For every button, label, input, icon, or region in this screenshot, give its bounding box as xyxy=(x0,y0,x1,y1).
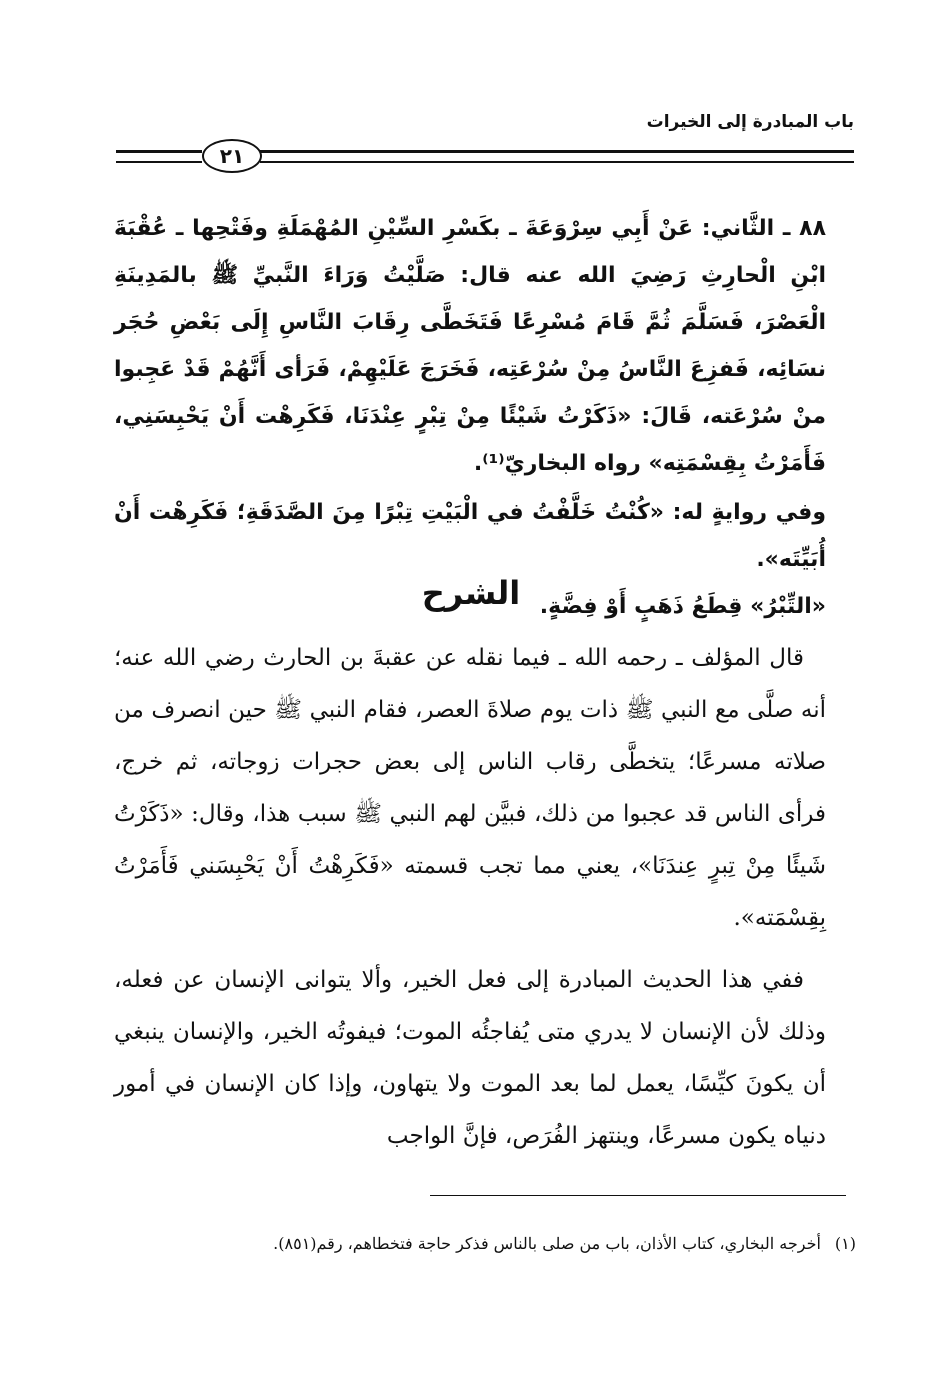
section-heading-sharh: الشرح xyxy=(421,574,521,612)
commentary-paragraph: قال المؤلف ـ رحمه الله ـ فيما نقله عن عقبةَ بن الحارث رضي الله عنه؛ أنه صلَّى مع النبي ﷺ ذات يوم صلاةَ العصر، فقام النبي ﷺ حين انصرف من صلاته مسرعًا؛ يتخطَّى رقاب الناس إلى بعض حجرات زوجاته، ثم خرج، فرأى الناس قد عجبوا من ذلك، فبيَّن لهم النبي ﷺ سبب هذا، وقال: «ذَكَرْتُ شَيئًا مِنْ تِبرٍ عِندَنَا»، يعني مما تجب قسمته «فَكَرِهْتُ أَنْ يَحْبِسَني فَأَمَرْتُ بِقِسْمَته». xyxy=(114,645,826,931)
hadith-main-text: ٨٨ ـ الثَّاني: عَنْ أَبِي سِرْوَعَةَ ـ بكَسْرِ السِّيْنِ المُهْمَلَةِ وفَتْحِها ـ عُقْبَةَ ابْنِ الْحارِثِ رَضِيَ الله عنه قال: صَلَّيْتُ وَرَاءَ النَّبيِّ ﷺ بالمَدِينَةِ الْعَصْرَ، فَسَلَّمَ ثُمَّ قَامَ مُسْرِعًا فَتَخَطَّى رِقَابَ النَّاسِ إِلَى بَعْضِ حُجَر نسَائِه، فَفزِعَ النَّاسُ مِنْ سُرْعَتِه، فَخَرَجَ عَلَيْهِمْ، فَرَأى أَنَّهُمْ قَدْ عَجِبوا منْ سُرْعَته، قَالَ: «ذَكَرْتُ شَيْئًا مِنْ تِبْرٍ عِنْدَنَا، فَكَرِهْت أَنْ يَحْبِسَنِي، فَأَمَرْتُ بِقِسْمَتِه» رواه البخاريّ⁽¹⁾. xyxy=(114,216,826,476)
hadith-other-narration: وفي روايةٍ له: «كُنْتُ خَلَّفْتُ في الْبَيْتِ تِبْرًا مِنَ الصَّدَقَةِ؛ فَكَرِهْت أَنْ أُبَيِّتَه». xyxy=(114,500,826,572)
hadith-text-block xyxy=(114,205,826,630)
running-header-title: باب المبادرة إلى الخيرات xyxy=(646,112,854,132)
header-double-line-right xyxy=(260,150,854,163)
footnote-marker: (١) xyxy=(834,1234,856,1253)
commentary-paragraph: ففي هذا الحديث المبادرة إلى فعل الخير، وألا يتوانى الإنسان عن فعله، وذلك لأن الإنسان لا يدري متى يُفاجئُه الموت؛ فيفوتُه الخير، والإنسان ينبغي أن يكونَ كيِّسًا، يعمل لما بعد الموت ولا يتهاون، وإذا كان الإنسان في أمور دنياه يكون مسرعًا، وينتهز الفُرَص، فإنَّ الواجب xyxy=(114,967,826,1149)
footnote xyxy=(116,1234,856,1253)
page-number: ٢١ xyxy=(202,139,262,173)
header-rule xyxy=(116,143,854,167)
header-double-line-left xyxy=(116,150,202,163)
footnote-divider xyxy=(430,1195,846,1196)
word-gloss: «التِّبْرُ» قِطَعُ ذَهَبٍ أَوْ فِضَّةٍ. xyxy=(539,594,826,619)
commentary-block xyxy=(114,632,826,1162)
footnote-text: أخرجه البخاري، كتاب الأذان، باب من صلى بالناس فذكر حاجة فتخطاهم، رقم(٨٥١). xyxy=(273,1234,821,1253)
